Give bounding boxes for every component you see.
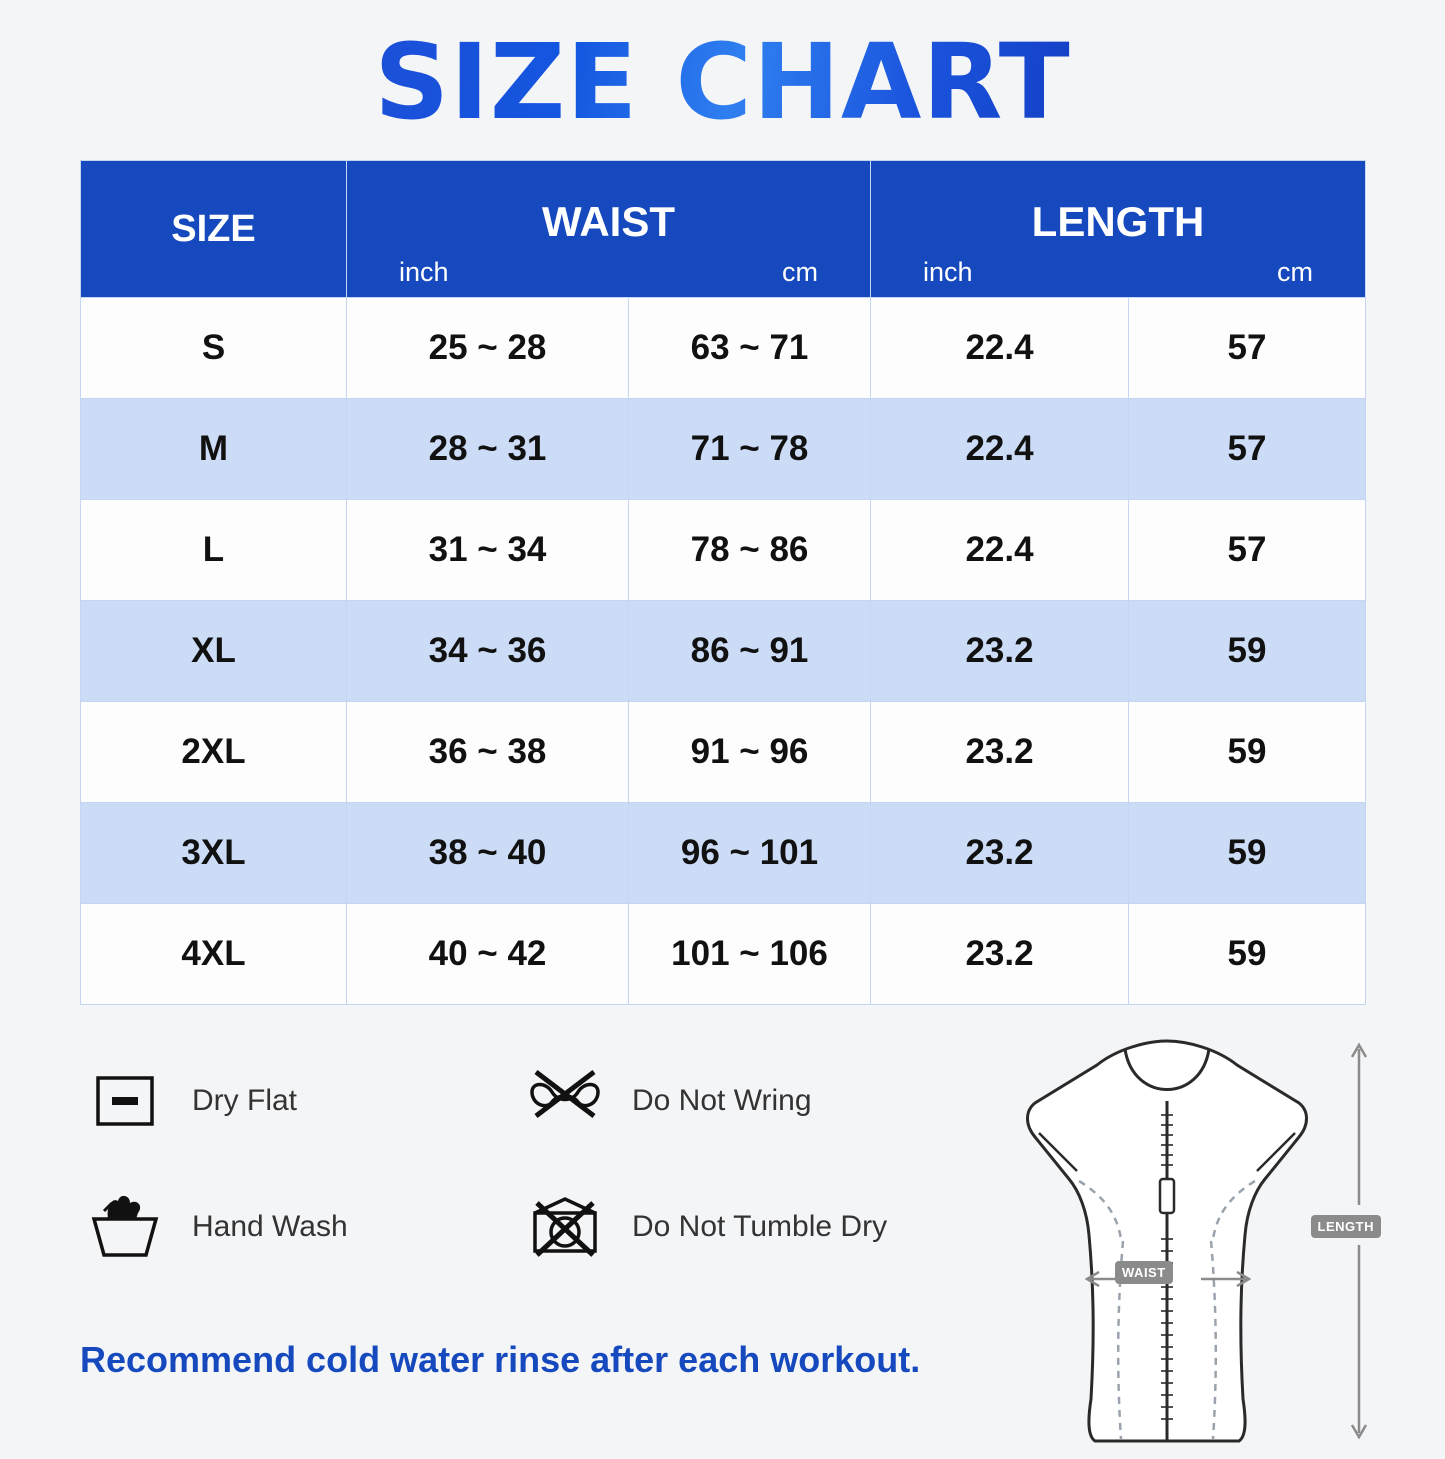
cell-length-inch: 22.4 xyxy=(871,399,1129,500)
cell-waist-inch: 40 ~ 42 xyxy=(347,904,629,1005)
cell-waist-cm: 91 ~ 96 xyxy=(629,702,871,803)
header-length-group xyxy=(871,161,1366,298)
cell-size: S xyxy=(81,298,347,399)
lower-section xyxy=(0,1039,1445,1459)
header-waist-group xyxy=(347,161,871,298)
cell-length-cm: 57 xyxy=(1129,500,1366,601)
cell-waist-cm: 96 ~ 101 xyxy=(629,803,871,904)
cell-length-inch: 23.2 xyxy=(871,601,1129,702)
cell-length-inch: 23.2 xyxy=(871,702,1129,803)
cell-waist-inch: 38 ~ 40 xyxy=(347,803,629,904)
cell-length-cm: 59 xyxy=(1129,601,1366,702)
header-size: SIZE xyxy=(81,161,347,298)
length-measure-label: LENGTH xyxy=(1311,1215,1381,1238)
header-length-unit-inch: inch xyxy=(923,256,973,287)
cell-size: 4XL xyxy=(81,904,347,1005)
dry-flat-icon xyxy=(80,1059,170,1143)
cell-waist-inch: 34 ~ 36 xyxy=(347,601,629,702)
cell-size: XL xyxy=(81,601,347,702)
cell-size: L xyxy=(81,500,347,601)
care-item-dry-flat xyxy=(80,1059,520,1143)
table-head xyxy=(81,161,1366,298)
care-item-do-not-tumble-dry xyxy=(520,1185,960,1269)
cell-size: M xyxy=(81,399,347,500)
page-title-container xyxy=(0,0,1445,143)
header-length-unit-cm: cm xyxy=(1277,256,1313,287)
table-row xyxy=(81,500,1366,601)
care-instructions xyxy=(80,1059,960,1311)
cell-waist-inch: 31 ~ 34 xyxy=(347,500,629,601)
cell-length-cm: 57 xyxy=(1129,298,1366,399)
cell-waist-cm: 78 ~ 86 xyxy=(629,500,871,601)
cell-waist-cm: 71 ~ 78 xyxy=(629,399,871,500)
cell-length-inch: 23.2 xyxy=(871,803,1129,904)
garment-illustration xyxy=(947,1029,1387,1449)
care-label-do-not-wring: Do Not Wring xyxy=(632,1084,812,1118)
header-length-units xyxy=(871,243,1365,288)
care-label-hand-wash: Hand Wash xyxy=(192,1210,348,1244)
cell-waist-inch: 28 ~ 31 xyxy=(347,399,629,500)
cell-length-inch: 23.2 xyxy=(871,904,1129,1005)
cell-length-cm: 59 xyxy=(1129,904,1366,1005)
care-label-do-not-tumble-dry: Do Not Tumble Dry xyxy=(632,1210,888,1244)
cell-waist-cm: 86 ~ 91 xyxy=(629,601,871,702)
size-table xyxy=(80,160,1366,1005)
table-row xyxy=(81,298,1366,399)
cell-waist-cm: 63 ~ 71 xyxy=(629,298,871,399)
header-waist-unit-cm: cm xyxy=(782,256,818,287)
care-item-do-not-wring xyxy=(520,1059,960,1143)
cell-length-cm: 59 xyxy=(1129,803,1366,904)
cell-length-inch: 22.4 xyxy=(871,298,1129,399)
cell-size: 2XL xyxy=(81,702,347,803)
table-header-row xyxy=(81,161,1366,298)
header-length-title: LENGTH xyxy=(1031,197,1205,245)
recommendation-text: Recommend cold water rinse after each workout. xyxy=(80,1339,921,1381)
do-not-wring-icon xyxy=(520,1059,610,1143)
table-row xyxy=(81,803,1366,904)
cell-length-cm: 59 xyxy=(1129,702,1366,803)
cell-waist-inch: 25 ~ 28 xyxy=(347,298,629,399)
table-row xyxy=(81,601,1366,702)
care-row-2 xyxy=(80,1185,960,1269)
table-row xyxy=(81,904,1366,1005)
table-row xyxy=(81,702,1366,803)
header-waist-title: WAIST xyxy=(542,197,675,245)
do-not-tumble-dry-icon xyxy=(520,1185,610,1269)
hand-wash-icon xyxy=(80,1185,170,1269)
cell-length-cm: 57 xyxy=(1129,399,1366,500)
cell-size: 3XL xyxy=(81,803,347,904)
table-body xyxy=(81,298,1366,1005)
cell-waist-inch: 36 ~ 38 xyxy=(347,702,629,803)
page-title: SIZE CHART xyxy=(374,21,1071,143)
header-waist-units xyxy=(347,243,870,288)
table-row xyxy=(81,399,1366,500)
care-item-hand-wash xyxy=(80,1185,520,1269)
size-table-container xyxy=(80,160,1365,1005)
care-row-1 xyxy=(80,1059,960,1143)
waist-measure-label: WAIST xyxy=(1115,1261,1173,1284)
care-label-dry-flat: Dry Flat xyxy=(192,1084,297,1118)
cell-waist-cm: 101 ~ 106 xyxy=(629,904,871,1005)
header-waist-unit-inch: inch xyxy=(399,256,449,287)
garment-diagram xyxy=(947,1029,1387,1449)
cell-length-inch: 22.4 xyxy=(871,500,1129,601)
length-measure-arrow xyxy=(1352,1045,1366,1437)
